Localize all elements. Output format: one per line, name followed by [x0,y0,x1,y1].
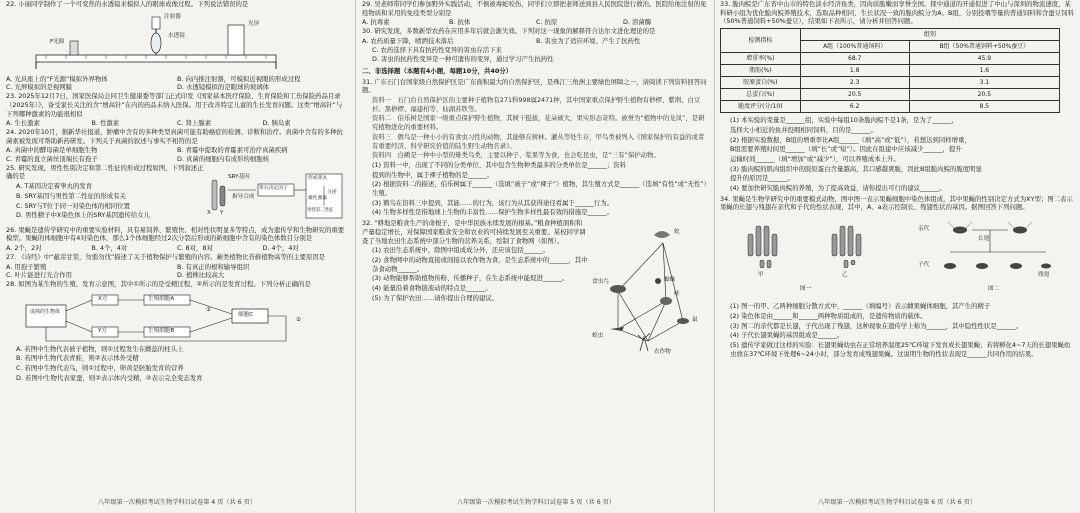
q22-options-row1 [6,75,348,84]
q31-sub-4: (4) 生物多样性是指地球上生物的丰富性……保护生物多样性最有效的措施是______。 [372,208,614,217]
q23-options [6,119,348,128]
sry-pathway-figure [206,166,346,224]
q22-option-c: C. 光屏模拟的是视网膜 [6,83,73,92]
q28-option-c: C. 若图中生物代表鸟，则①过程中，卵黄是胚胎发育的营养 [16,364,184,373]
parent-label: 亲代 [918,226,930,233]
q24-option-a: A. 真菌中的酵母菌是单细胞生物 [6,146,98,155]
q31-material-4: 资料四 白鹇是一种中小型的雉类鸟类，主要以种子、浆果等为食，也会吃昆虫，是“三有”保护动物。 [372,151,660,160]
question-23: 23. 2025年12月7日，国家医保局会同卫生健康委等部门正式印发《国家基本医疗保险、生育保险和工伤保险药品目录（2025年）》，备受家长关注的含“增高针”在内的药品未纳入医保。用于改善特定儿童的生长发育问题。这类“增高针”与下列哪种激素的功能很相似 [6,92,343,118]
cell-c-label: 细胞C [238,311,254,318]
svg-text:①: ① [206,306,211,313]
q23-option-b: B. 性激素 [91,119,120,128]
cell-yi-label: 乙 [842,272,848,279]
q28-option-a: A. 若图中生物代表被子植物，则①过程发生在雌蕊的柱头上 [16,344,184,353]
table-cell-b: 45.9 [909,53,1059,65]
q31-sub-3: (3) 鹩鸟在资料三中提到，其能……的行为，该行为从其获得途径看属于______行为。 [372,198,614,207]
q30-option-d: D. 害虫的抗药性变异是一种可遗传的变异，通过学习产生抗药性 [372,55,554,64]
q27-option-b: B. 有真正的根和输导组织 [177,262,250,271]
x-side-label: X方 [98,295,108,302]
table-row-name: 脂肪(%) [721,65,801,77]
q24-option-c: C. 青霉的直立菌丝顶端长有孢子 [6,155,98,164]
androgen-label: 雄性激素 [308,195,328,201]
q32-sub-2: (2) 食物网中的动物直接或间接以农作物为食，是生态系统中的______，其中杂食动物______。 [372,255,588,273]
question-24: 24. 2020年10月，据新华社报道，肿瘤中含有的多种类型真菌可能有助癌症的检测、诊断和治疗。真菌中含有的多种抗菌素被发现可帮助新药研发。下列关于真菌的叙述与事实不相符的是 [6,127,343,145]
q33-sub-2c: 运输时间______（填“增加”或“减少”），可以养殖成本上升。 [730,154,900,163]
locust-label: 蝗虫 [592,333,604,340]
table-row-name: 增重率(%) [721,53,801,65]
q34-sub-3: (3) 图二的亲代都是长翅，子代出现了残翅，这种现象在遗传学上称为______，其中隐性性状是______。 [730,321,1023,330]
fish-data-table [720,28,1060,113]
figure-2-label: 图二 [988,286,1000,293]
question-34: 34. 果蝇是生物学研究中的重要模式动物，图中图一表示果蝇细胞中染色体组成，其中果蝇的性别决定方式为XY型；图二表示果蝇的长翅与残翅在亲代和子代的性状表现，其中，A、a表示控制长、残翅性状的基因。据图回答下列问题。 [720,194,1073,212]
crop-label: 农作物 [654,349,671,356]
q24-options-row1 [6,146,348,155]
question-27: 27. 《诗经》中“蔽芾甘棠，勿翦勿伐”描述了关于植物保护与繁殖的内容。蕨类植物比苔藓植物高等的主要原因是 [6,252,326,261]
table-corner: 检测指标 [721,29,801,53]
page-divider [355,0,356,513]
question-26: 26. 果蝇是遗传学研究中的重要实验材料，具有易饲养、繁殖快、相对性状明显多等特点，成为遗传学和生物研究的重要模型。果蝇的体细胞中有4对染色体，那么1个体细胞经过2次分裂后形成的新细胞中含有的染色体数目分别是 [6,225,345,243]
guide-synthesis-label: 指导合成 [232,193,255,200]
page-5-footer: 八年级第一次模拟考试生物学科目试卷第 5 页（共 6 页） [456,498,616,506]
sry-pathway-diagram [206,166,346,224]
q29-option-c: C. 抗原 [536,18,558,27]
q32-sub-3: (3) 动物能够帮助植物传粉、传播种子，在生态系统中能促进______。 [372,274,569,283]
q22-option-d: D. 水透镜模拟的是眼球的玻璃体 [177,83,270,92]
q31-sub-1: (1) 资料一中，出现了不同的分类单位，其中包含生物种类最多的分类单位是______；资料 [372,160,626,169]
table-row [721,65,1060,77]
q34-sub-1: (1) 图一的甲、乙两种细胞分散方式中，______（填编号）表示雌果蝇体细胞，其产生的精子 [730,302,991,311]
syringe-label: 注射器 [164,13,181,20]
male-trait-label: 男性第二性征 [307,207,334,213]
screen-label: 光屏 [248,20,260,27]
y-side-label: Y方 [98,327,108,334]
page-6-footer: 八年级第一次模拟考试生物学科目试卷第 6 页（共 6 页） [817,498,977,506]
q25-option-b: B. SRY基因与男性第二性征的形成有关 [16,191,126,200]
life-cycle-figure [6,291,348,343]
spider-label: 蜘蛛 [664,277,676,284]
q22-option-b: B. 向内推注射器，可模拟近视眼的形成过程 [177,74,301,83]
q30-options-row1 [362,37,710,46]
sry-gene-label: SRY基因 [228,173,250,180]
table-row-name: 脆度评分(分/10) [721,101,801,113]
q32-sub-4: (4) 能量沿着食物链流动的特点是______。 [372,284,492,293]
q25-option-d: D. 男性精子中X染色体上的SRY基因遗传给女儿 [16,211,150,220]
fruit-fly-figure [720,214,1074,300]
q31-material-2: 资料二 伯乐树是国家一级重点保护野生植物，其树干挺拔，花朵硕大，果实形态奇特。被誉为“植物中的龙凤”，是研究植物进化的重要材料。 [372,114,705,132]
q29-option-d: D. 溶菌酶 [623,18,652,27]
offspring-label: 子代 [918,262,930,269]
q26-option-d: D. 4个，4对 [262,244,299,253]
table-row-name: 总蛋白(%) [721,89,801,101]
q23-option-a: A. 生长激素 [6,119,40,128]
snake-label: 蛇 [674,229,680,236]
table-cell-b: 8.5 [909,101,1059,113]
optics-bench-figure [6,11,348,73]
mouse-label: 鼠 [692,317,698,324]
q24-options-row2 [6,155,348,164]
q22-options-row2 [6,83,348,92]
q22-option-a: A. 光具座上的“F光源”模拟外界物体 [6,74,108,83]
question-33: 33. 脆肉鲩是广东省中山市的特色淡水经济鱼类，因肉质脆嫩而享誉全国。探中通道的开通促进了中山与深圳的物流速度，某科研小组为优化脆肉鲩养殖技术，选取品种相同、生长状况一致的脆肉鲩分为A、B组，分别投喂等量的普通饲料和含蚕豆饲料（50%普通饲料+50%蚕豆），结果如下表所示，请分析并回答问题。 [720,0,1074,26]
page-4 [6,0,348,513]
q34-sub-5: (5) 遗传学家做过这样的实验：长翅果蝇幼虫在正常培养温度25℃环境下发育成长翅果蝇；若将孵化4~7天的长翅果蝇幼虫放在37℃环境下处理6~24小时，部分发育成残翅果蝇。这说明生物的性状表现是______共同作用的结果。 [730,340,1071,358]
q23-option-c: C. 肾上腺素 [177,119,212,128]
table-cell-b: 20.5 [909,89,1059,101]
section-2-heading: 二、非选择题（本题有4小题，每题10分，共40分） [362,66,513,75]
question-31: 31. 广东石门台国家级自然保护区是广东面积最大的自然保护区，是珠江三角洲主要绿色屏障之一，请阅读下列资料回答问题。 [362,77,707,95]
q23-option-d: D. 胰岛素 [262,119,291,128]
q26-option-b: B. 4个，4对 [91,244,128,253]
table-col-a: A组（100%普通饲料） [800,41,909,53]
long-wing-label: 长翅 [978,236,990,243]
food-web-diagram [588,221,706,361]
q26-option-c: C. 8对，8对 [177,244,213,253]
page-4-footer: 八年级第一次模拟考试生物学科目试卷第 4 页（共 6 页） [97,498,257,506]
table-cell-a: 6.2 [800,101,909,113]
cell-jia-label: 甲 [758,272,764,279]
table-row [721,53,1060,65]
q33-sub-1b: 选择大小相近的鱼并投喂相同饲料，目的是______。 [730,125,877,134]
q30-option-a: A. 农药质量下降，喷洒技术落后 [362,36,454,45]
x-chromosome-label: X [207,209,211,216]
q29-option-a: A. 抗毒素 [362,18,390,27]
q25-block [6,164,348,226]
q29-option-b: B. 抗体 [449,18,471,27]
q29-options [362,18,710,27]
q25-option-c: C. SRY与T位于同一对染色体的相同位置 [16,201,130,210]
question-28: 28. 如图为某生物的生殖、发育示意图，其中①所示的是受精过程，②所示的是发育过程。下列分析正确的是 [6,279,311,288]
q30-option-c: C. 农药选择下具有抗药性变异的害虫存活下来 [372,45,502,54]
q30-option-b: B. 害虫为了适应环境、产生了抗药性 [536,36,641,45]
q27-option-a: A. 用孢子繁殖 [6,262,47,271]
table-row-name: 胶原蛋白(%) [721,77,801,89]
q31-sub-1b: 提到的生物中，属于裸子植物的是______。 [372,170,494,179]
table-group-header: 组别 [800,29,1059,41]
q26-option-a: A. 2个，2对 [6,244,42,253]
question-29: 29. 吴老师带同学们参加野外实践活动，不慎被毒蛇咬伤，同学们立即把老师送到县人民医院进行救治。医院给他注射的免疫物质和采用的免疫类型分别是 [362,0,707,17]
table-cell-a: 1.8 [800,65,909,77]
q32-block [362,219,710,363]
q33-sub-4: (4) 要加快研究脆肉鲩的养殖，为了提高效益，请你提出可行的建议______。 [730,184,946,193]
q28-option-b: B. 若图中生物代表青蛙，则②表示体外受精 [16,354,139,363]
q27-option-d: D. 植株比较高大 [177,271,225,280]
water-lens-label: 水透镜 [168,32,185,39]
q31-material-3: 资料三 鹩鸟是一种小小的有食虫习性的动物，其能够在树林、灌丛等处生存，甲鸟类被列入《国家保护的有益的或者有重要经济、科学研究价值的陆生野生动物名录》。 [372,132,705,150]
table-row [721,89,1060,101]
insectivorous-bird-label: 食虫鸟 [592,279,609,286]
frog-label: 蛙 [674,291,680,298]
q34-sub-2: (2) 染色体是由______和______两种物质组成的，是遗传物质的载体。 [730,311,927,320]
q27-options-row2 [6,271,348,280]
question-30: 30. 研究发现，多数新型农药在应用多年后就会渐失效。下列对这一现象的解释符合达尔文进化理论的是 [362,27,656,36]
q24-option-b: B. 青霉中提取的青霉素可治疗真菌疾病 [177,146,288,155]
table-cell-b: 3.1 [909,77,1059,89]
q25-option-a: A. T基因决定着睾丸的发育 [16,182,93,191]
light-source-label: F光源 [50,38,65,45]
germ-cell-b-label: 生殖细胞B [148,327,175,334]
page-divider [714,0,715,513]
q27-options-row1 [6,263,348,272]
q32-sub-1: (1) 农田生态系统中，除图中组成成分外，还应该包括______。 [372,246,550,255]
table-row [721,77,1060,89]
germ-cell-a-label: 生殖细胞A [148,295,175,302]
table-cell-a: 2.3 [800,77,909,89]
table-row [721,101,1060,113]
q27-option-c: C. 叶片能进行光合作用 [6,271,73,280]
y-chromosome-label: Y [220,209,224,216]
testis-factor-label: 睾丸决定因子 [259,185,288,191]
table-col-b: B组（50%普通饲料+50%蚕豆） [909,41,1059,53]
table-cell-a: 68.7 [800,53,909,65]
q25-text [6,164,206,226]
q33-sub-3: (3) 脆肉鲩的肌肉组织中的胶原蛋白含量越高，其口感越爽脆，因此B组脆肉鲩的脆度明显 [730,164,982,173]
q33-sub-3b: 提升的原因是______。 [730,174,794,183]
food-web-figure [588,221,706,361]
fruit-fly-diagram [720,214,1070,300]
question-25: 25. 研究发现，男性性别决定和第二性征的形成过程如图，下列叙述正确的是 [6,163,204,181]
q33-sub-2b: B组需要养殖时间更______（填“长”或“短”）。因此在组建中应该减少______，提升 [730,145,962,154]
secrete-label: 分泌 [327,189,337,195]
q31-sub-2: (2) 根据资料二的描述，伯乐树属于______（选填“被子”或“裸子”）植物，其生殖方式是______（选填“有性”或“无性”）生殖。 [372,180,710,198]
q32-sub-5: (5) 为了保护农田……请你提出合理的建议。 [372,293,499,302]
q28-option-d: D. 若图中生物代表家蚕，则②表示体内受精，②表示完全变态发育 [16,373,203,382]
question-22: 22. 小丽同学制作了一个可变焦的水透镜来模拟人的眼球成像过程。下列说法错误的是 [6,0,249,8]
q33-sub-2: (2) 根据实验数据，B组的增重率比A组______（填“高”或“低”），若想达到同样增重， [730,135,971,144]
q33-sub-1: (1) 本实验的变量是______组，实验中每组10条脆肉鲩不是1条，是为了______， [730,116,958,125]
page-5 [362,0,710,513]
q26-options [6,244,348,253]
table-cell-a: 20.5 [800,89,909,101]
figure-1-label: 图一 [800,286,812,293]
q31-material-1: 资料一 石门台自然保护区的主要种子植物有271科998属2471种，其中国家重点保护野生植物有桫椤、紫荆、白豆杉、黑桫椤、福建柏等，仙湖苏铁等。 [372,96,701,113]
q34-sub-4: (4) 子代长翅果蝇的基因组成是______。 [730,331,844,340]
form-testis-label: 形成睾丸 [308,175,328,181]
mature-organism-label: 成熟的生物体 [30,308,61,315]
short-wing-label: 残翅 [1038,272,1050,279]
q32-text [362,219,588,363]
question-32: 32. “耕地是粮食生产的命根子，是中华民族永续发展的根基。”粮食种植面积和产量稳定增长，对保障国家粮食安全和农业的可持续发展至关重要。某校同学调查了当地农田生态系统中部分生物的营养关系，绘制了食物网（如图）。 [362,219,586,245]
q24-option-d: D. 真菌的细胞内有成形的细胞核 [177,155,270,164]
svg-text:②: ② [296,316,301,323]
table-cell-b: 1.6 [909,65,1059,77]
page-6 [720,0,1074,513]
